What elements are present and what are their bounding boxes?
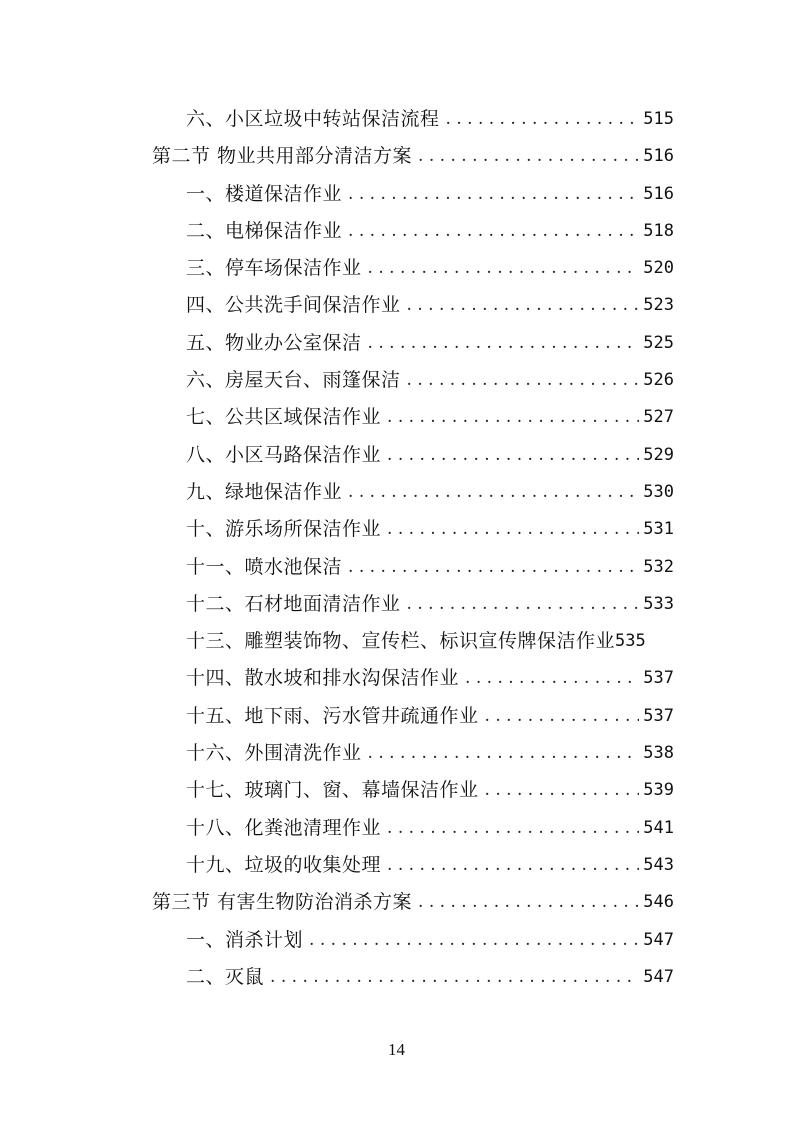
toc-dot-leader [407,362,640,399]
toc-entry-page: 543 [643,854,674,875]
toc-entry-page: 530 [643,481,674,502]
toc-entry[interactable] [152,922,674,959]
toc-entry-page: 525 [643,332,674,353]
toc-entry-page: 531 [643,519,674,540]
toc-entry[interactable] [152,660,674,697]
toc-dot-leader [348,176,639,213]
toc-entry-label: 九、绿地保洁作业 [186,480,343,503]
toc-entry-label: 十三、雕塑装饰物、宣传栏、标识宣传牌保洁作业 [186,630,616,653]
toc-dot-leader [387,810,639,847]
toc-entry[interactable] [152,437,674,474]
toc-entry[interactable] [152,399,674,436]
toc-entry-label: 一、楼道保洁作业 [186,182,343,205]
toc-entry[interactable] [152,772,674,809]
toc-entry[interactable] [152,959,674,996]
toc-entry-page: 535 [615,631,646,652]
toc-entry-label: 十六、外围清洗作业 [186,742,362,765]
toc-entry-page: 547 [643,966,674,987]
toc-entry-label: 八、小区马路保洁作业 [186,443,382,466]
toc-dot-leader [407,287,640,324]
toc-entry-label: 十五、地下雨、污水管井疏通作业 [186,704,479,727]
toc-entry-label: 十、游乐场所保洁作业 [186,518,382,541]
toc-entry-label: 十九、垃圾的收集处理 [186,853,382,876]
toc-entry[interactable] [152,213,674,250]
toc-dot-leader [368,735,640,772]
toc-entry[interactable] [152,810,674,847]
toc-entry-page: 532 [643,556,674,577]
toc-entry-page: 529 [643,444,674,465]
toc-entry-label: 第三节 有害生物防治消杀方案 [152,891,413,914]
toc-entry-label: 四、公共洗手间保洁作业 [186,294,401,317]
toc-section-entry[interactable] [152,884,674,921]
table-of-contents [152,101,674,996]
toc-dot-leader [465,660,639,697]
toc-entry-label: 六、房屋天台、雨篷保洁 [186,369,401,392]
toc-section-entry[interactable] [152,138,674,175]
toc-entry-page: 516 [643,146,674,167]
toc-entry-label: 十七、玻璃门、窗、幕墙保洁作业 [186,779,479,802]
toc-dot-leader [387,399,639,436]
toc-entry-page: 537 [643,668,674,689]
toc-entry[interactable] [152,511,674,548]
toc-entry[interactable] [152,176,674,213]
toc-entry-page: 515 [643,109,674,129]
toc-entry[interactable] [152,847,674,884]
toc-entry-page: 520 [643,258,674,279]
toc-dot-leader [418,138,639,175]
toc-entry-page: 546 [643,892,674,913]
toc-dot-leader [368,325,640,362]
toc-entry-label: 一、消杀计划 [186,928,304,951]
toc-entry-label: 二、灭鼠 [186,965,265,988]
toc-entry-label: 十八、化粪池清理作业 [186,816,382,839]
toc-entry-page: 541 [643,817,674,838]
toc-entry[interactable] [152,549,674,586]
toc-dot-leader [418,884,639,921]
toc-entry-page: 539 [643,780,674,801]
toc-entry[interactable] [152,586,674,623]
toc-entry-page: 547 [643,929,674,950]
toc-dot-leader [485,772,640,809]
toc-entry-page: 537 [643,705,674,726]
toc-dot-leader [368,250,640,287]
toc-entry-label: 第二节 物业共用部分清洁方案 [152,145,413,168]
toc-dot-leader [348,549,639,586]
toc-entry[interactable] [152,362,674,399]
toc-entry[interactable] [152,325,674,362]
toc-entry-page: 533 [643,593,674,614]
toc-dot-leader [348,474,639,511]
toc-entry-label: 十一、喷水池保洁 [186,555,343,578]
toc-entry-page: 526 [643,370,674,391]
toc-dot-leader [485,698,640,735]
toc-entry[interactable] [152,623,674,660]
toc-entry-label: 三、停车场保洁作业 [186,257,362,280]
toc-dot-leader [387,847,639,884]
toc-dot-leader [387,437,639,474]
toc-entry[interactable] [152,101,674,138]
toc-dot-leader [407,586,640,623]
toc-dot-leader [309,922,639,959]
toc-entry-label: 六、小区垃圾中转站保洁流程 [186,108,440,130]
toc-entry[interactable] [152,735,674,772]
toc-entry-page: 538 [643,743,674,764]
toc-dot-leader [348,213,639,250]
toc-entry[interactable] [152,698,674,735]
toc-entry-page: 527 [643,407,674,428]
toc-entry-page: 518 [643,220,674,241]
toc-entry-label: 十二、石材地面清洁作业 [186,592,401,615]
toc-dot-leader [446,101,640,138]
toc-entry[interactable] [152,474,674,511]
toc-entry-label: 五、物业办公室保洁 [186,331,362,354]
toc-dot-leader [387,511,639,548]
toc-entry[interactable] [152,287,674,324]
toc-entry-label: 二、电梯保洁作业 [186,219,343,242]
page-number: 14 [388,1040,405,1059]
toc-entry[interactable] [152,250,674,287]
toc-entry-page: 523 [643,295,674,316]
toc-entry-label: 七、公共区域保洁作业 [186,406,382,429]
toc-entry-label: 十四、散水坡和排水沟保洁作业 [186,667,460,690]
toc-entry-page: 516 [643,183,674,204]
toc-dot-leader [270,959,639,996]
